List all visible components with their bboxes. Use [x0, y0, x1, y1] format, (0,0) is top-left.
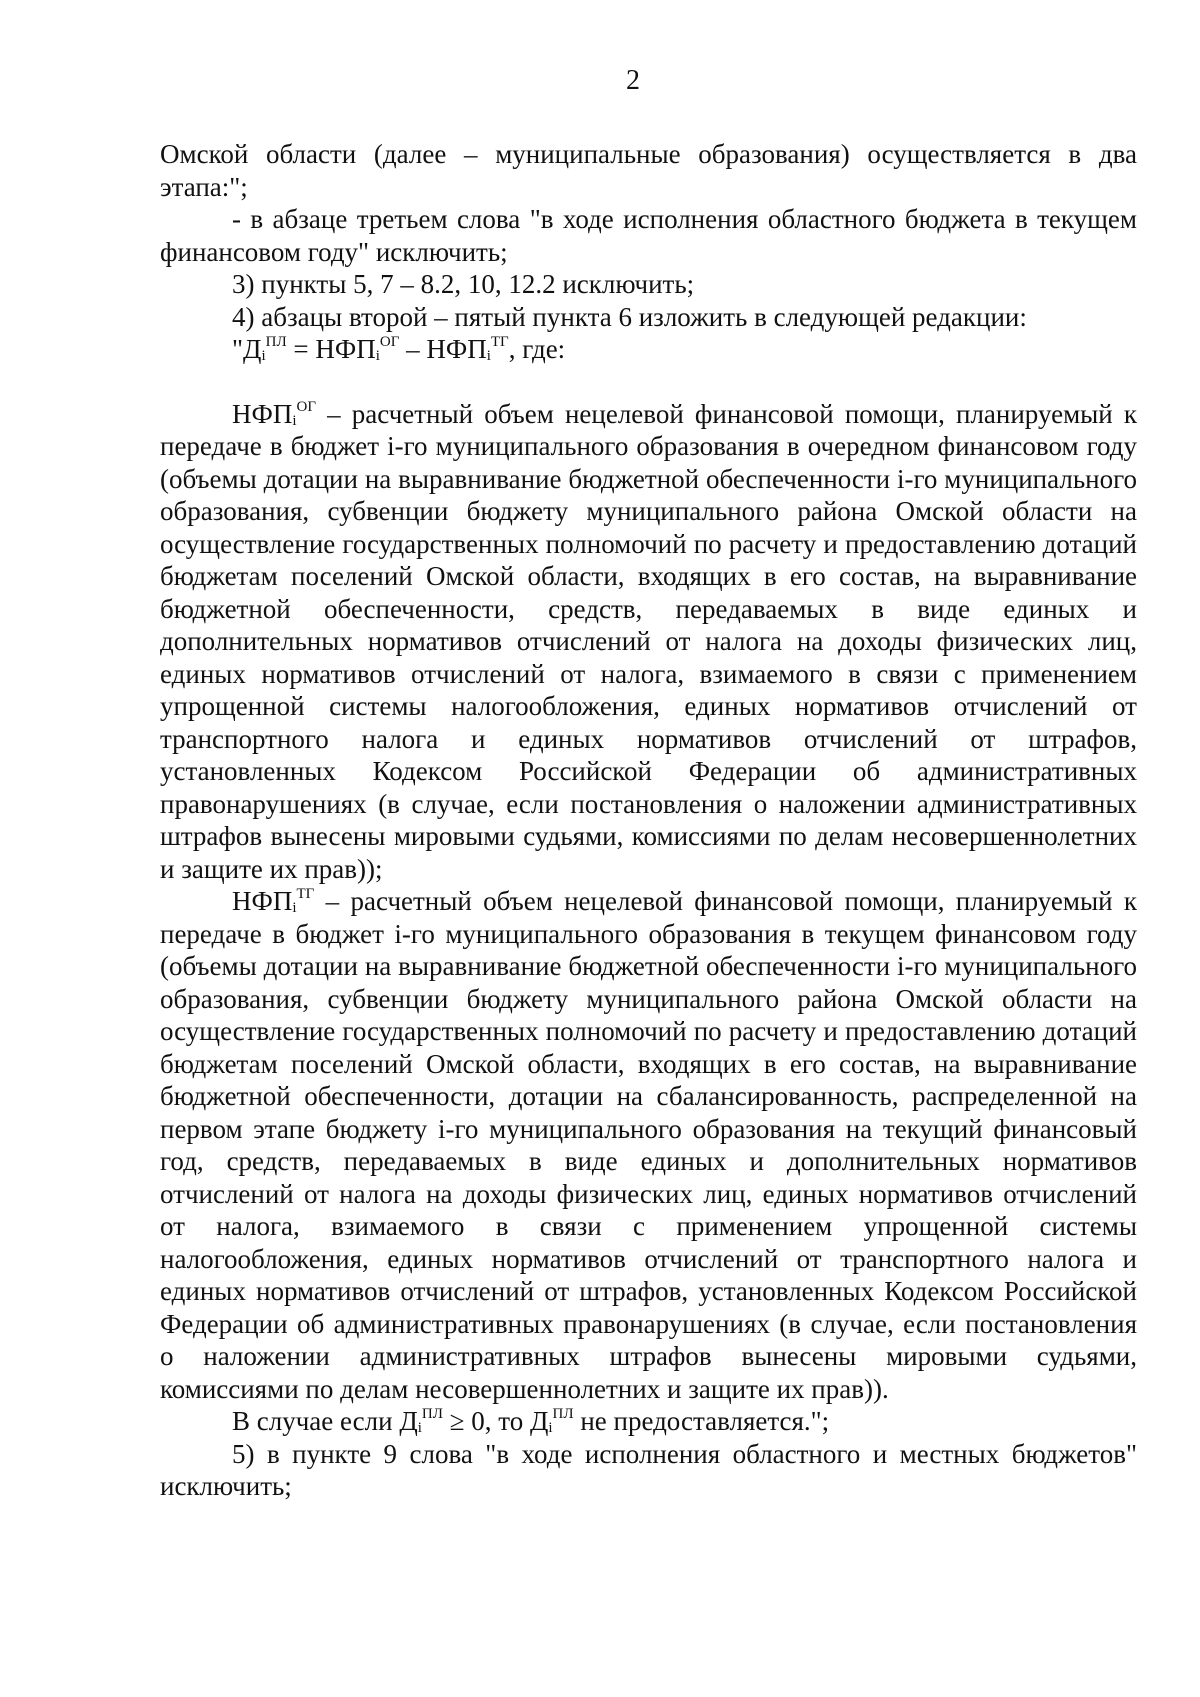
paragraph-continuation: Омской области (далее – муниципальные образования) осуществляется в два этапа:"; — [160, 139, 1137, 202]
formula-nfp-og-sub: i — [375, 348, 380, 364]
nfp-og-definition-text: – расчетный объем нецелевой финансовой помощи, планируемый к передаче в бюджет i-го муниципального образования в очередном финансовом году (объемы дотации на выравнивание бюджетной обеспеченности i-го муниципального образования, субвенции бюджету муниципального района Омской области на осуществление государственных полномочий по расчету и предоставлению дотаций бюджетам поселений Омской области, входящих в его состав, на выравнивание бюджетной обеспеченности, средств, передаваемых в виде единых и дополнительных нормативов отчислений от налога на доходы физических лиц, единых нормативов отчислений от налога, взимаемого в связи с применением упрощенной системы налогообложения, единых нормативов отчислений от транспортного налога и единых нормативов отчислений от штрафов, установленных Кодексом Российской Федерации об административных правонарушениях (в случае, если постановления о наложении административных штрафов вынесены мировыми судьями, комиссиями по делам несовершеннолетних и защите их прав)); — [160, 398, 1137, 884]
formula-nfp-og-sup: ОГ — [379, 334, 400, 350]
condition-sup-b: ПЛ — [552, 1406, 574, 1422]
condition-text-b: ≥ 0, то Д — [442, 1406, 549, 1436]
paragraph-condition — [160, 1405, 1137, 1438]
paragraph-item-4: 4) абзацы второй – пятый пункта 6 изложить в следующей редакции: — [232, 301, 1027, 332]
condition-sub-a: i — [417, 1420, 422, 1436]
condition-text-c: не предоставляется."; — [573, 1406, 830, 1436]
nfp-tg-term-sup: ТГ — [296, 886, 315, 902]
document-body — [160, 138, 1137, 1503]
paragraph-item-5: 5) в пункте 9 слова "в ходе исполнения областного и местных бюджетов" исключить; — [160, 1438, 1137, 1501]
condition-text-a: В случае если Д — [232, 1406, 418, 1436]
formula-open-quote: " — [232, 334, 244, 364]
formula-line — [160, 333, 1137, 366]
paragraph-amendment-words: - в абзаце третьем слова "в ходе исполнения областного бюджета в текущем финансовом году" исключить; — [160, 204, 1137, 267]
formula-d-sup: ПЛ — [265, 334, 287, 350]
page-number: 2 — [626, 65, 640, 96]
formula-equals: = — [286, 334, 316, 364]
nfp-tg-definition-text: – расчетный объем нецелевой финансовой помощи, планируемый к передаче в бюджет i-го муниципального образования в текущем финансовом году (объемы дотации на выравнивание бюджетной обеспеченности i-го муниципального образования, субвенции бюджету муниципального района Омской области на осуществление государственных полномочий по расчету и предоставлению дотаций бюджетам поселений Омской области, входящих в его состав, на выравнивание бюджетной обеспеченности, дотации на сбалансированность, распределенной на первом этапе бюджету i-го муниципального образования на текущий финансовый год, средств, передаваемых в виде единых и дополнительных нормативов отчислений от налога на доходы физических лиц, единых нормативов отчислений от налога, взимаемого в связи с применением упрощенной системы налогообложения, единых нормативов отчислений от транспортного налога и единых нормативов отчислений от штрафов, установленных Кодексом Российской Федерации об административных правонарушениях (в случае, если постановления о наложении административных штрафов вынесены мировыми судьями, комиссиями по делам несовершеннолетних и защите их прав)). — [160, 886, 1137, 1404]
paragraph-nfp-tg-definition — [160, 885, 1137, 1405]
nfp-og-term-sup: ОГ — [296, 398, 317, 415]
nfp-tg-term-sub: i — [292, 900, 297, 916]
formula-minus: – — [399, 334, 427, 364]
nfp-tg-term: НФП — [232, 886, 293, 916]
nfp-og-term-sub: i — [292, 412, 297, 429]
nfp-og-term: НФП — [232, 398, 293, 429]
formula-nfp-og: НФП — [315, 334, 376, 364]
formula-nfp-tg-sup: ТГ — [490, 334, 509, 350]
formula-nfp-tg: НФП — [426, 334, 487, 364]
paragraph-item-3: 3) пункты 5, 7 – 8.2, 10, 12.2 исключить; — [232, 269, 695, 299]
condition-sub-b: i — [548, 1420, 553, 1436]
paragraph-nfp-og-definition — [160, 398, 1137, 886]
formula-tail: , где: — [508, 334, 566, 364]
formula-d: Д — [243, 334, 262, 364]
formula-d-sub: i — [261, 348, 266, 364]
formula-nfp-tg-sub: i — [486, 348, 491, 364]
condition-sup-a: ПЛ — [421, 1406, 443, 1422]
